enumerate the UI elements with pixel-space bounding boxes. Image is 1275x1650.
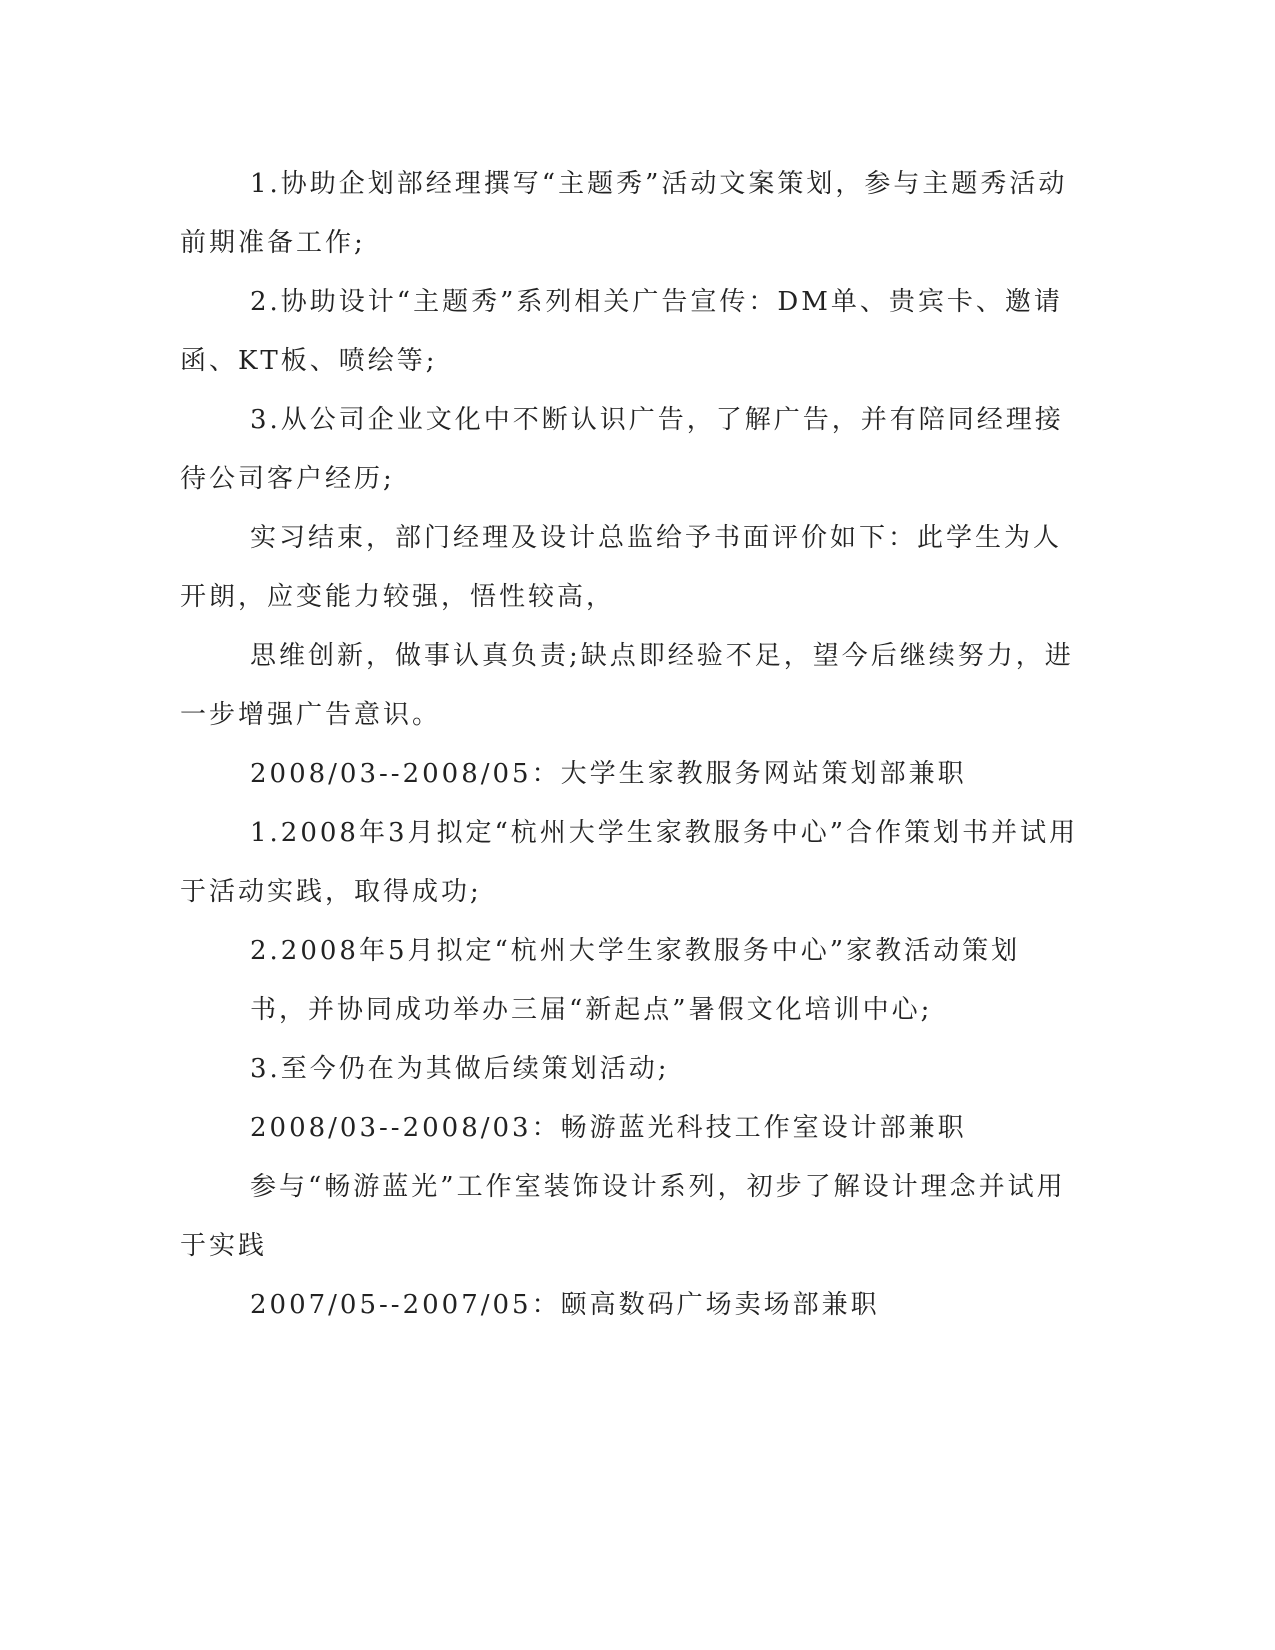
paragraph-line: 2.协助设计“主题秀”系列相关广告宣传：DM单、贵宾卡、邀请 [250,287,1063,317]
section-heading-line: 2007/05--2007/05：颐高数码广场卖场部兼职 [250,1290,880,1320]
document-body [180,155,1079,1335]
paragraph-line: 1.2008年3月拟定“杭州大学生家教服务中心”合作策划书并试用 [250,818,1079,848]
paragraph-line: 实习结束，部门经理及设计总监给予书面评价如下：此学生为人 [250,523,1063,553]
paragraph-line: 前期准备工作; [180,228,366,258]
paragraph-line: 3.从公司企业文化中不断认识广告，了解广告，并有陪同经理接 [250,405,1064,435]
paragraph-line: 于实践 [180,1231,268,1261]
paragraph-line: 函、KT板、喷绘等; [180,346,438,376]
paragraph-line: 2.2008年5月拟定“杭州大学生家教服务中心”家教活动策划 [250,936,1021,966]
paragraph-line: 1.协助企划部经理撰写“主题秀”活动文案策划，参与主题秀活动 [250,169,1068,199]
section-heading-line: 2008/03--2008/03：畅游蓝光科技工作室设计部兼职 [250,1113,967,1143]
paragraph-line: 一步增强广告意识。 [180,700,442,730]
section-heading-line: 2008/03--2008/05：大学生家教服务网站策划部兼职 [250,759,967,789]
paragraph-line: 思维创新，做事认真负责;缺点即经验不足，望今后继续努力，进 [250,641,1074,671]
paragraph-line: 待公司客户经历; [180,464,395,494]
paragraph-line: 于活动实践，取得成功; [180,877,482,907]
paragraph-line: 参与“畅游蓝光”工作室装饰设计系列，初步了解设计理念并试用 [250,1172,1066,1202]
paragraph-line: 3.至今仍在为其做后续策划活动; [250,1054,670,1084]
paragraph-line: 书，并协同成功举办三届“新起点”暑假文化培训中心; [250,995,933,1025]
paragraph-line: 开朗，应变能力较强，悟性较高， [180,582,616,612]
